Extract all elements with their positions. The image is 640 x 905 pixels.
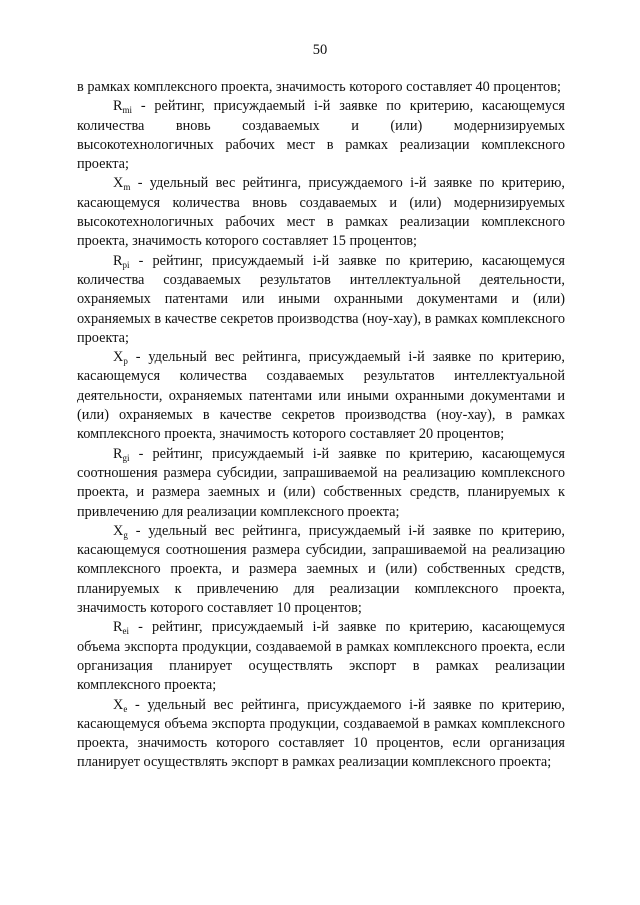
document-body — [77, 78, 565, 773]
variable-symbol: R — [113, 98, 123, 115]
paragraph-text: - рейтинг, присуждаемый i-й заявке по критерию, касающемуся количества вновь создаваемых и (или) модернизируемых высокотехнологичных рабочих мест в рамках реализации комплексного проекта; — [77, 98, 565, 173]
variable-subscript: m — [123, 182, 131, 193]
variable-symbol: X — [113, 175, 124, 192]
paragraph-text: в рамках комплексного проекта, значимость которого составляет 40 процентов; — [77, 79, 561, 95]
variable-subscript: gi — [122, 452, 130, 463]
variable-subscript: pi — [122, 259, 130, 270]
variable-subscript: p — [123, 356, 128, 367]
page-number: 50 — [312, 42, 328, 58]
paragraph-text: - рейтинг, присуждаемый i-й заявке по критерию, касающемуся количества создаваемых результатов интеллектуальной деятельности, охраняемых патентами или иными охранными документами и (или) охраняемых в качестве секретов производства (ноу-хау), в рамках комплексного проекта; — [77, 252, 565, 346]
paragraph-intro — [77, 78, 565, 97]
variable-symbol: X — [113, 349, 124, 366]
paragraph-text: - рейтинг, присуждаемый i-й заявке по критерию, касающемуся соотношения размера субсидии, запрашиваемой на реализацию комплексного проекта, и размера заемных и (или) собственных средств, планируемых к привлечению для реализации комплексного проекта; — [77, 445, 565, 520]
variable-subscript: mi — [122, 105, 133, 116]
paragraph-text: - удельный вес рейтинга, присуждаемый i-й заявке по критерию, касающемуся соотношения размера субсидии, запрашиваемой на реализацию комплексного проекта, и размера заемных и (или) собственных средств, планируемых к привлечению для реализации комплексного проекта, значимость которого составляет 10 процентов; — [77, 522, 565, 617]
paragraph-rpi — [77, 252, 565, 348]
variable-subscript: e — [123, 703, 128, 714]
variable-symbol: R — [113, 252, 123, 269]
variable-subscript: g — [123, 529, 128, 540]
paragraph-text: - удельный вес рейтинга, присуждаемого i-й заявке по критерию, касающемуся количества вновь создаваемых и (или) модернизируемых высокотехнологичных рабочих мест в рамках реализации комплексного проекта, значимость которого составляет 15 процентов; — [77, 175, 565, 250]
paragraph-text: - рейтинг, присуждаемый i-й заявке по критерию, касающемуся объема экспорта продукции, создаваемой в рамках комплексного проекта, если организация планирует осуществлять экспорт в рамках реализации комплексного проекта; — [77, 619, 565, 694]
paragraph-xe — [77, 696, 565, 773]
paragraph-text: - удельный вес рейтинга, присуждаемого i-й заявке по критерию, касающемуся объема экспорта продукции, создаваемой в рамках комплексного проекта, значимость которого составляет 10 процентов, если организация планирует осуществлять экспорт в рамках реализации комплексного проекта; — [77, 696, 565, 771]
paragraph-text: - удельный вес рейтинга, присуждаемый i-й заявке по критерию, касающемуся количества создаваемых результатов интеллектуальной деятельности, охраняемых патентами или иными охранными документами и (или) охраняемых в качестве секретов производства (ноу-хау), в рамках комплексного проекта, значимость которого составляет 20 процентов; — [77, 349, 565, 443]
variable-symbol: X — [113, 696, 124, 713]
variable-symbol: X — [113, 522, 124, 539]
variable-subscript: ei — [122, 626, 130, 637]
variable-symbol: R — [113, 445, 123, 462]
variable-symbol: R — [113, 619, 123, 636]
paragraph-rei — [77, 618, 565, 695]
paragraph-rgi — [77, 445, 565, 522]
paragraph-xg — [77, 522, 565, 618]
paragraph-rmi — [77, 97, 565, 174]
paragraph-xp — [77, 348, 565, 444]
paragraph-xm — [77, 174, 565, 251]
